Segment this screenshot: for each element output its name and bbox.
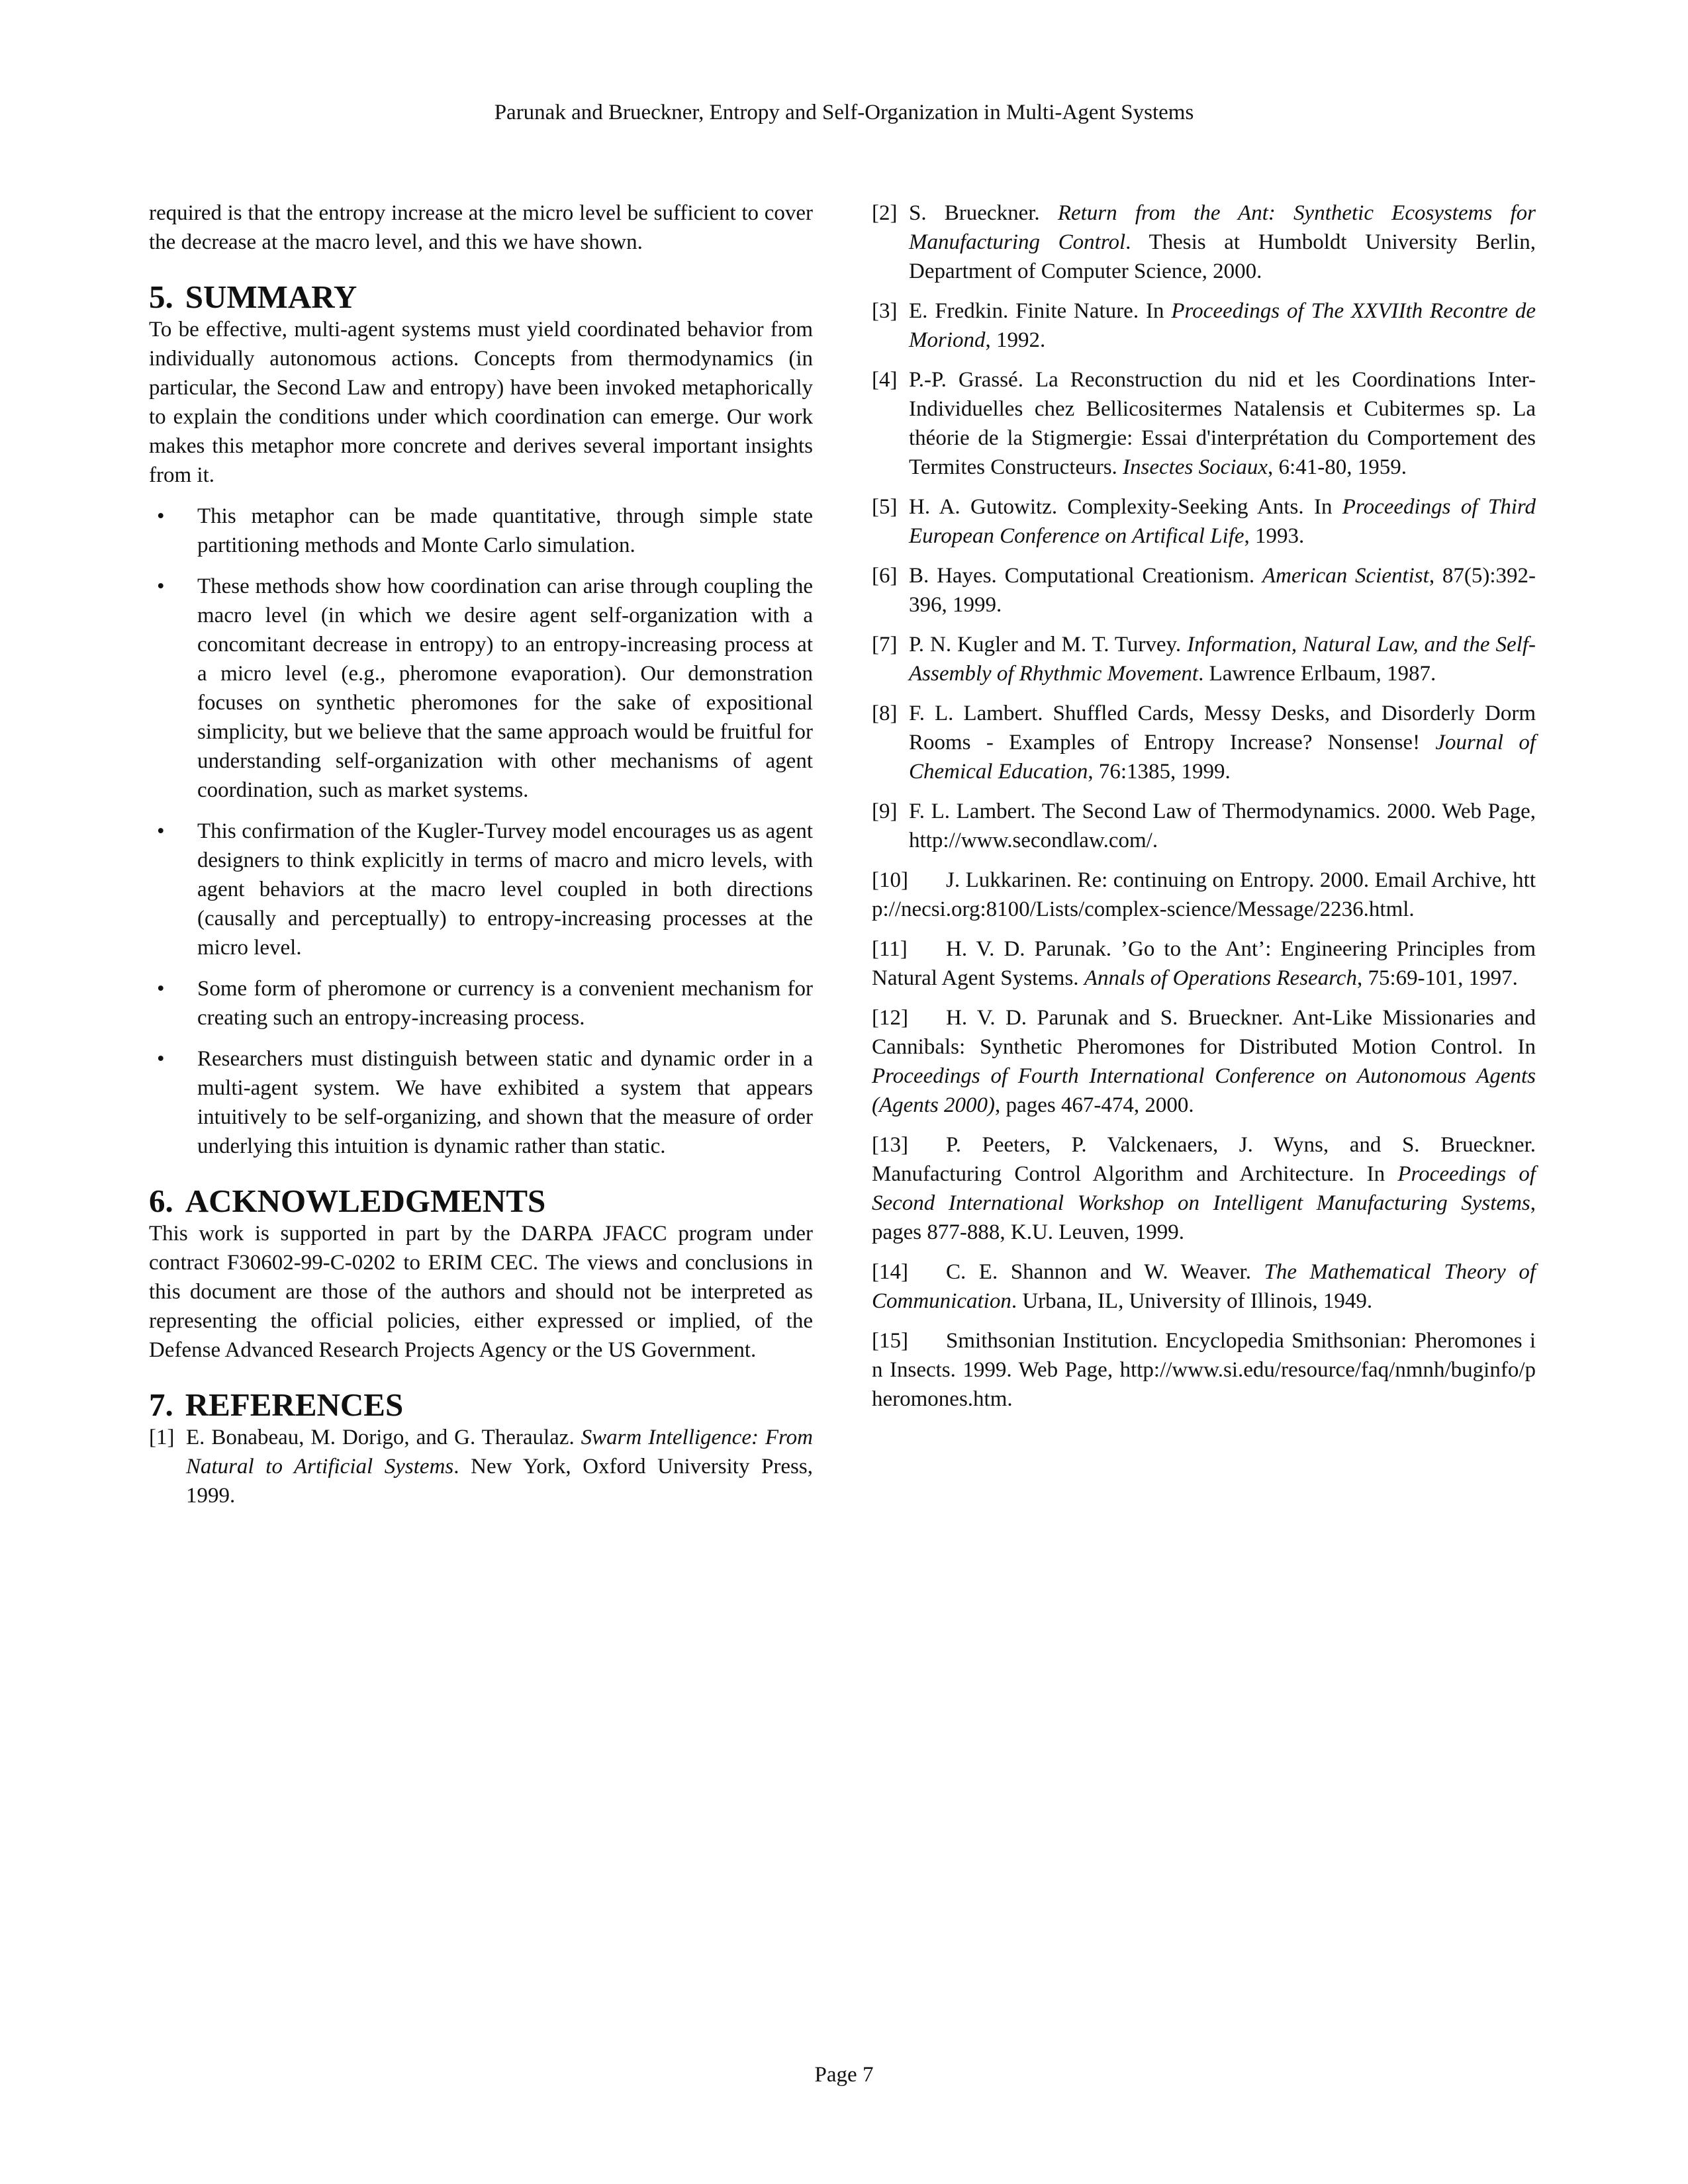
reference-text: , pages 467-474, 2000. — [995, 1093, 1194, 1117]
reference-text: , 75:69-101, 1997. — [1356, 966, 1518, 990]
page-number: Page 7 — [814, 2063, 874, 2087]
summary-bullet-item — [149, 572, 813, 805]
reference-text: H. V. D. Parunak and S. Brueckner. Ant-Like Missionaries and Cannibals: Synthetic Pheromones for Distributed Motion Control. In — [872, 1006, 1536, 1059]
reference-item — [872, 797, 1536, 855]
reference-item — [872, 1003, 1536, 1120]
reference-label: [7] — [872, 633, 898, 657]
reference-title: Proceedings of The XXVIIth Recontre de Moriond — [909, 299, 1536, 352]
reference-item — [872, 699, 1536, 786]
reference-item — [872, 1257, 1536, 1316]
reference-item — [872, 199, 1536, 286]
reference-item — [872, 365, 1536, 482]
bullet-icon: • — [157, 1047, 165, 1071]
reference-label: [2] — [872, 201, 898, 225]
reference-text: P. N. Kugler and M. T. Turvey. — [909, 633, 1188, 657]
reference-text: F. L. Lambert. The Second Law of Thermodynamics. 2000. Web Page, http://www.secondlaw.com/. — [909, 799, 1536, 852]
reference-item — [872, 630, 1536, 688]
reference-text: Smithsonian Institution. Encyclopedia Smithsonian: Pheromones in Insects. 1999. Web Page, http://www.si.edu/resource/faq/nmnh/buginfo/pheromones.htm. — [872, 1329, 1536, 1411]
reference-text: P. Peeters, P. Valckenaers, J. Wyns, and S. Brueckner. Manufacturing Control Algorithm and Architecture. In — [872, 1133, 1536, 1186]
reference-item — [149, 1423, 813, 1510]
summary-heading — [149, 279, 813, 315]
reference-text: , 87(5):392-396, 1999. — [909, 564, 1536, 617]
references-list-right — [872, 199, 1536, 1414]
reference-item — [872, 492, 1536, 551]
reference-label: [10] — [872, 868, 908, 892]
summary-bullet-item — [149, 502, 813, 560]
summary-bullet-text: This metaphor can be made quantitative, through simple state partitioning methods and Monte Carlo simulation. — [197, 504, 813, 557]
reference-title: American Scientist — [1262, 564, 1429, 588]
reference-text: , pages 877-888, K.U. Leuven, 1999. — [872, 1191, 1536, 1244]
reference-title: Annals of Operations Research — [1084, 966, 1357, 990]
reference-label: [14] — [872, 1260, 908, 1284]
reference-title: Insectes Sociaux — [1123, 455, 1268, 479]
summary-bullet-text: This confirmation of the Kugler-Turvey model encourages us as agent designers to think explicitly in terms of macro and micro levels, with agent behaviors at the macro level coupled in both directions (causally and perceptually) to entropy-increasing processes at the micro level. — [197, 819, 813, 960]
reference-text: B. Hayes. Computational Creationism. — [909, 564, 1262, 588]
reference-text: , 6:41-80, 1959. — [1268, 455, 1407, 479]
acknowledgments-heading-title: ACKNOWLEDGMENTS — [185, 1183, 546, 1219]
references-heading — [149, 1387, 813, 1423]
acknowledgments-heading — [149, 1183, 813, 1219]
reference-item — [872, 296, 1536, 355]
summary-bullet-list — [149, 502, 813, 1161]
summary-bullet-item — [149, 817, 813, 962]
reference-text: H. V. D. Parunak. ’Go to the Ant’: Engineering Principles from Natural Agent Systems. — [872, 937, 1536, 990]
reference-label: [15] — [872, 1329, 908, 1353]
acknowledgments-paragraph: This work is supported in part by the DARPA JFACC program under contract F30602-99-C-0202 to ERIM CEC. The views and conclusions in this document are those of the authors and should not be interpreted as representing the official policies, either expressed or implied, of the Defense Advanced Research Projects Agency or the US Government. — [149, 1222, 813, 1362]
reference-text: J. Lukkarinen. Re: continuing on Entropy. 2000. Email Archive, http://necsi.org:8100/Lists/complex-science/Message/2236.html. — [872, 868, 1536, 921]
reference-text: . Lawrence Erlbaum, 1987. — [1198, 662, 1436, 686]
bullet-icon: • — [157, 819, 165, 843]
running-header: Parunak and Brueckner, Entropy and Self-Organization in Multi-Agent Systems — [494, 101, 1194, 124]
reference-label: [13] — [872, 1133, 908, 1157]
reference-label: [11] — [872, 937, 908, 961]
reference-label: [3] — [872, 299, 898, 323]
intro-paragraph: required is that the entropy increase at the micro level be sufficient to cover the decrease at the macro level, and this we have shown. — [149, 201, 813, 254]
summary-bullet-item — [149, 974, 813, 1032]
references-heading-number: 7. — [149, 1387, 173, 1423]
reference-text: , 1992. — [985, 328, 1046, 352]
acknowledgments-heading-number: 6. — [149, 1183, 173, 1219]
reference-item — [872, 934, 1536, 993]
summary-bullet-text: Some form of pheromone or currency is a convenient mechanism for creating such an entropy-increasing process. — [197, 977, 813, 1030]
left-column — [149, 199, 813, 1521]
bullet-icon: • — [157, 977, 165, 1001]
summary-bullet-text: These methods show how coordination can arise through coupling the macro level (in which we desire agent self-organization with a concomitant decrease in entropy) to an entropy-increasing process at a micro level (e.g., pheromone evaporation). Our demonstration focuses on synthetic pheromones for the sake of expositional simplicity, but we believe that the same approach would be fruitful for understanding self-organization with other mechanisms of agent coordination, such as market systems. — [197, 574, 813, 802]
reference-label: [12] — [872, 1006, 908, 1030]
reference-text: H. A. Gutowitz. Complexity-Seeking Ants. In — [909, 495, 1342, 519]
reference-title: Proceedings of Third European Conference on Artifical Life — [909, 495, 1536, 548]
bullet-icon: • — [157, 574, 165, 598]
reference-label: [9] — [872, 799, 898, 823]
reference-label: [8] — [872, 702, 898, 725]
reference-text: E. Fredkin. Finite Nature. In — [909, 299, 1172, 323]
references-list-left — [149, 1423, 813, 1510]
reference-text: . Urbana, IL, University of Illinois, 1949. — [1011, 1289, 1373, 1313]
summary-paragraph: To be effective, multi-agent systems must yield coordinated behavior from individually autonomous actions. Concepts from thermodynamics (in particular, the Second Law and entropy) have been invoked metaphorically to explain the conditions under which coordination can emerge. Our work makes this metaphor more concrete and derives several important insights from it. — [149, 318, 813, 487]
reference-text: . New York, Oxford University Press, 1999. — [186, 1455, 813, 1508]
right-column — [872, 199, 1536, 1424]
summary-heading-title: SUMMARY — [185, 279, 357, 315]
reference-item — [872, 561, 1536, 619]
reference-label: [5] — [872, 495, 898, 519]
reference-title: Proceedings of Fourth International Conference on Autonomous Agents (Agents 2000) — [872, 1064, 1536, 1117]
reference-text: C. E. Shannon and W. Weaver. — [946, 1260, 1264, 1284]
reference-title: Swarm Intelligence: From Natural to Artificial Systems — [186, 1426, 813, 1479]
reference-text: F. L. Lambert. Shuffled Cards, Messy Desks, and Disorderly Dorm Rooms - Examples of Entropy Increase? Nonsense! — [909, 702, 1536, 754]
reference-label: [4] — [872, 368, 898, 392]
reference-text: . Thesis at Humboldt University Berlin, Department of Computer Science, 2000. — [909, 230, 1536, 283]
summary-bullet-text: Researchers must distinguish between static and dynamic order in a multi-agent system. We have exhibited a system that appears intuitively to be self-organizing, and shown that the measure of order underlying this intuition is dynamic rather than static. — [197, 1047, 813, 1158]
reference-item — [872, 1130, 1536, 1247]
reference-label: [1] — [149, 1426, 175, 1449]
reference-text: E. Bonabeau, M. Dorigo, and G. Theraulaz. — [186, 1426, 581, 1449]
reference-title: Proceedings of Second International Workshop on Intelligent Manufacturing Systems — [872, 1162, 1536, 1215]
reference-title: Journal of Chemical Education — [909, 731, 1536, 784]
summary-bullet-item — [149, 1044, 813, 1161]
reference-title: Information, Natural Law, and the Self-Assembly of Rhythmic Movement — [909, 633, 1536, 686]
reference-text: P.-P. Grassé. La Reconstruction du nid et les Coordinations Inter-Individuelles chez Bellicositermes Natalensis et Cubitermes sp. La théorie de la Stigmergie: Essai d'interprétation du Comportement des Termites Constructeurs. — [909, 368, 1536, 479]
reference-text: , 76:1385, 1999. — [1088, 760, 1231, 784]
reference-title: The Mathematical Theory of Communication — [872, 1260, 1536, 1313]
reference-label: [6] — [872, 564, 898, 588]
bullet-icon: • — [157, 504, 165, 528]
reference-item — [872, 1326, 1536, 1414]
summary-heading-number: 5. — [149, 279, 173, 315]
references-heading-title: REFERENCES — [185, 1387, 404, 1423]
reference-text: , 1993. — [1244, 524, 1305, 548]
reference-title: Return from the Ant: Synthetic Ecosystems for Manufacturing Control — [909, 201, 1536, 254]
reference-text: S. Brueckner. — [909, 201, 1058, 225]
reference-item — [872, 866, 1536, 924]
